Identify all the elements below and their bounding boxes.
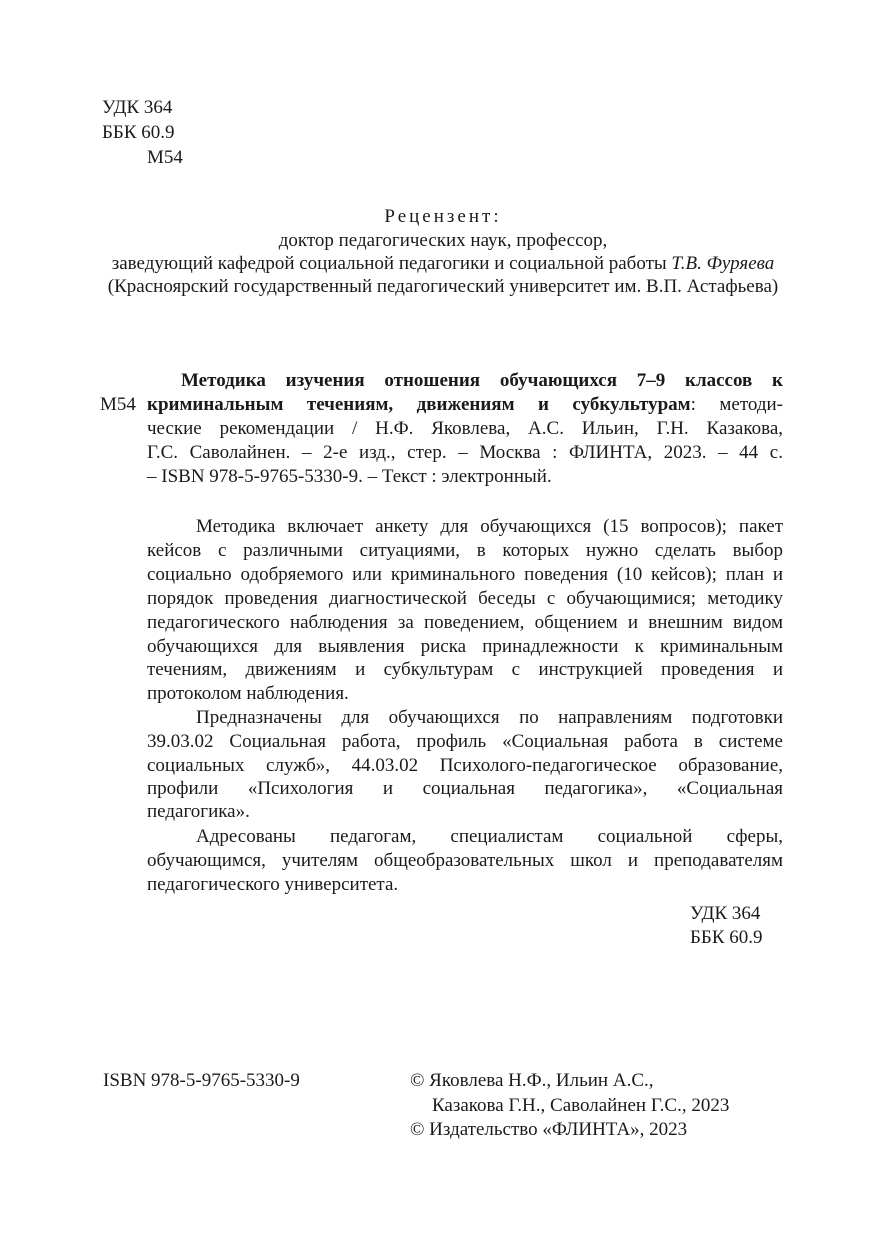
reviewer-heading: Рецензент: — [384, 206, 502, 227]
annotation-line: Предназначены для обучающихся по направлениям подготовки — [196, 707, 783, 728]
bib-title-rest: : методи- — [690, 394, 783, 415]
udk-code-bottom: УДК 364 — [690, 903, 761, 924]
bib-title-line-2 — [147, 393, 783, 417]
annotation-line: обучающимся, учителям общеобразовательных школ и преподавателям — [147, 850, 783, 871]
reviewer-position — [0, 252, 875, 276]
annotation-line: профили «Психология и социальная педагогика», «Социальная — [147, 778, 783, 799]
annotation-line: течениям, движениям и субкультурам с инструкцией проведения и — [147, 659, 783, 680]
copyright-authors: © Яковлева Н.Ф., Ильин А.С., — [410, 1070, 654, 1091]
copyright-authors-cont: Казакова Г.Н., Саволайнен Г.С., 2023 — [432, 1095, 730, 1116]
reviewer-name: Т.В. Фуряева — [671, 253, 775, 274]
annotation-line: социальных служб», 44.03.02 Психолого-педагогическое образование, — [147, 755, 783, 776]
annotation-line: Методика включает анкету для обучающихся (15 вопросов); пакет — [196, 516, 783, 537]
reviewer-affiliation: (Красноярский государственный педагогический университет им. В.П. Астафьева) — [107, 276, 779, 297]
bib-title-line-1 — [181, 369, 783, 393]
udk-code-top: УДК 364 — [102, 97, 173, 118]
annotation-line: кейсов с различными ситуациями, в которых нужно сделать выбор — [147, 540, 783, 561]
copyright-publisher: © Издательство «ФЛИНТА», 2023 — [410, 1119, 688, 1140]
annotation-line: порядок проведения диагностической беседы с обучающимися; методику — [147, 588, 783, 609]
annotation-line: социально одобряемого или криминального поведения (10 кейсов); план и — [147, 564, 783, 585]
bib-line-4: Г.С. Саволайнен. – 2-е изд., стер. – Москва : ФЛИНТА, 2023. – 44 с. — [147, 442, 783, 463]
bib-line-5: – ISBN 978-5-9765-5330-9. – Текст : электронный. — [147, 466, 552, 487]
annotation-line: педагогического университета. — [147, 874, 399, 895]
bib-title-bold-1: Методика изучения отношения обучающихся 7–9 классов к — [181, 370, 783, 391]
isbn: ISBN 978-5-9765-5330-9 — [103, 1070, 300, 1091]
reviewer-degree: доктор педагогических наук, профессор, — [278, 230, 608, 251]
bib-line-3: ческие рекомендации / Н.Ф. Яковлева, А.С. Ильин, Г.Н. Казакова, — [147, 418, 783, 439]
bib-title-bold-2: криминальным течениям, движениям и субкультурам — [147, 394, 691, 415]
annotation-line: Адресованы педагогам, специалистам социальной сферы, — [196, 826, 783, 847]
author-mark-top: М54 — [147, 147, 183, 168]
reviewer-position-text: заведующий кафедрой социальной педагогики и социальной работы — [111, 253, 672, 274]
annotation-line: педагогического наблюдения за поведением, общением и внешним видом — [147, 612, 783, 633]
annotation-line: обучающихся для выявления риска принадлежности к криминальным — [147, 636, 783, 657]
annotation-line: 39.03.02 Социальная работа, профиль «Социальная работа в системе — [147, 731, 783, 752]
bbk-code-top: ББК 60.9 — [102, 122, 175, 143]
annotation-line: протоколом наблюдения. — [147, 683, 349, 704]
bbk-code-bottom: ББК 60.9 — [690, 927, 763, 948]
annotation-line: педагогика». — [147, 801, 250, 822]
bib-author-mark: М54 — [100, 394, 136, 415]
